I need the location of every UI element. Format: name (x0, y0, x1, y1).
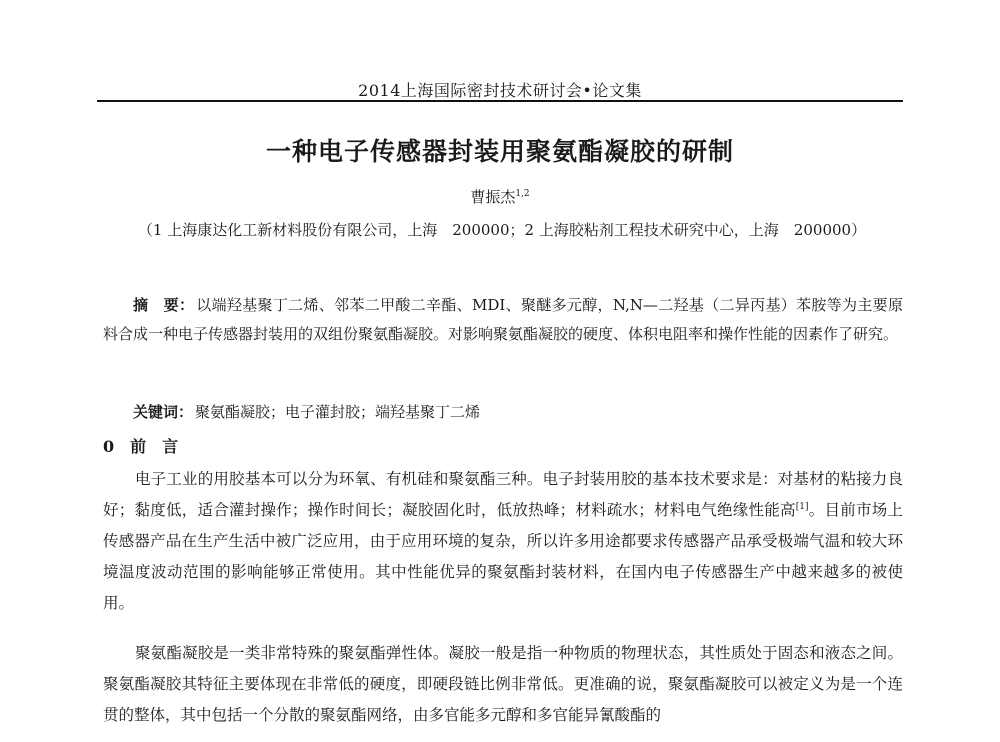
body-paragraph-1 (103, 464, 903, 619)
paper-title: 一种电子传感器封装用聚氨酯凝胶的研制 (265, 137, 734, 166)
citation-ref: [1] (795, 501, 809, 512)
paragraph-text: 。目前市场上传感器产品在生产生活中被广泛应用，由于应用环境的复杂，所以许多用途都要求传感器产品承受极端气温和较大环境温度波动范围的影响能够正常使用。其中性能优异的聚氨酯封装材料，在国内电子传感器生产中越来越多的被使用。 (103, 501, 903, 612)
abstract (103, 291, 903, 349)
keywords-label: 关键词： (133, 403, 194, 421)
section-number: 0 (103, 437, 115, 456)
section-title: 前 言 (130, 437, 179, 456)
keywords-text: 聚氨酯凝胶；电子灌封胶；端羟基聚丁二烯 (195, 403, 481, 421)
author-name: 曹振杰 (470, 188, 516, 206)
affiliation-line: （1 上海康达化工新材料股份有限公司，上海 200000；2 上海胶粘剂工程技术研究中心，上海 200000） (137, 221, 867, 239)
abstract-label: 摘 要： (133, 296, 195, 314)
abstract-text: 以端羟基聚丁二烯、邻苯二甲酸二辛酯、MDI、聚醚多元醇，N,N—二羟基（二异丙基）苯胺等为主要原料合成一种电子传感器封装用的双组份聚氨酯凝胶。对影响聚氨酯凝胶的硬度、体积电阻率和操作性能的因素作了研究。 (103, 296, 903, 343)
author-line (0, 186, 1000, 207)
body-paragraph-2: 聚氨酯凝胶是一类非常特殊的聚氨酯弹性体。凝胶一般是指一种物质的物理状态，其性质处于固态和液态之间。聚氨酯凝胶其特征主要体现在非常低的硬度，即硬段链比例非常低。更准确的说，聚氨酯凝胶可以被定义为是一个连贯的整体，其中包括一个分散的聚氨酯网络，由多官能多元醇和多官能异氰酸酯的 (103, 644, 903, 724)
header-rule (97, 100, 903, 102)
paragraph-text: 电子工业的用胶基本可以分为环氧、有机硅和聚氨酯三种。电子封装用胶的基本技术要求是：对基材的粘接力良好；黏度低，适合灌封操作；操作时间长；凝胶固化时，低放热峰；材料疏水；材料电气绝缘性能高 (103, 470, 903, 519)
running-header: 2014上海国际密封技术研讨会•论文集 (358, 81, 642, 100)
keywords (133, 398, 903, 427)
section-heading (103, 434, 178, 457)
author-affiliation-marker: 1,2 (515, 189, 530, 199)
